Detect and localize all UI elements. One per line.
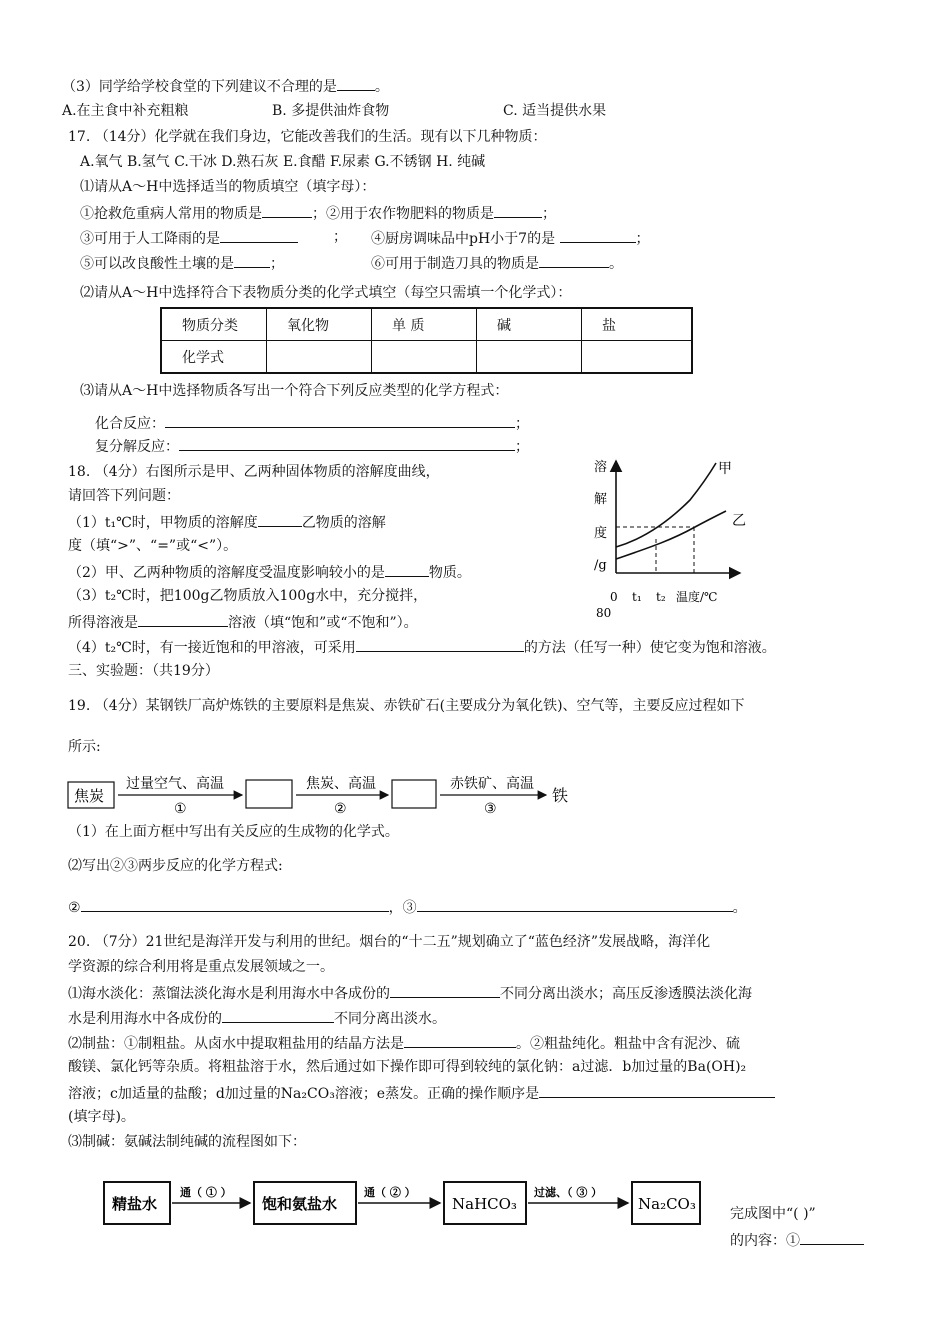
- q20-complete-hint-cont: 的内容：①: [730, 1230, 864, 1250]
- combination-equation-blank[interactable]: [165, 413, 515, 428]
- q16-3-option-b: B. 多提供油炸食物: [272, 103, 390, 119]
- q20-blank-1[interactable]: [390, 983, 500, 998]
- equation-2-blank[interactable]: [81, 897, 389, 912]
- flow-product-box-1[interactable]: [246, 780, 292, 808]
- q20-sub3: ⑶制碱：氨碱法制纯碱的流程图如下：: [68, 1134, 306, 1150]
- q19-sub2: ⑵写出②③两步反应的化学方程式:: [68, 858, 283, 874]
- q17-item-6: ⑥可用于制造刀具的物质是 。: [371, 253, 623, 273]
- flow-arrow-3-label: 过滤、（ ③ ）: [534, 1186, 603, 1199]
- q20-blank-3[interactable]: [404, 1033, 516, 1048]
- q19-sub1: （1）在上面方框中写出有关反应的生成物的化学式。: [68, 824, 399, 840]
- q18-sub4: （4）t₂℃时，有一接近饱和的甲溶液，可采用 的方法（任写一种）使它变为饱和溶液。: [68, 637, 776, 657]
- solubility-curve-chart: [590, 455, 760, 625]
- q19-equations: ② ，③ 。: [68, 897, 747, 917]
- q20-sub1: ⑴海水淡化：蒸馏法淡化海水是利用海水中各成份的 不同分离出淡水；高压反渗透膜法淡化海: [68, 983, 752, 1003]
- q20-blank-5[interactable]: [800, 1230, 864, 1245]
- section-3-heading: 三、实验题：（共19分）: [68, 663, 219, 679]
- flow-box-brine-label: 精盐水: [112, 1195, 158, 1213]
- curve-label-yi: 乙: [732, 513, 746, 529]
- flow-arrow-1-label: 通（ ① ）: [180, 1186, 232, 1199]
- q17-blank-5[interactable]: [234, 253, 270, 268]
- q18-sub3: （3）t₂℃时，把100g乙物质放入100g水中，充分搅拌，: [68, 588, 428, 604]
- table-answer-cell[interactable]: [267, 341, 372, 374]
- curve-yi: [616, 511, 726, 559]
- q16-3-stem: （3）同学给学校食堂的下列建议不合理的是 。: [62, 76, 389, 96]
- soda-flow-diagram: [100, 1178, 710, 1232]
- iron-flow-diagram: [60, 768, 580, 818]
- y-label-char: 度: [594, 526, 608, 541]
- q17-part1: ⑴请从A～H中选择适当的物质填空（填字母）：: [80, 179, 376, 195]
- table-header-cell: 氧化物: [267, 308, 372, 341]
- curve-jia: [616, 463, 716, 547]
- classification-table: [160, 307, 693, 374]
- equation-3-blank[interactable]: [417, 897, 733, 912]
- q17-blank-6[interactable]: [539, 253, 609, 268]
- q18-sub2: （2）甲、乙两种物质的溶解度受温度影响较小的是 物质。: [68, 562, 471, 582]
- q16-3-answer-blank[interactable]: [337, 76, 375, 91]
- flow-box-nahco3-label: NaHCO₃: [452, 1195, 517, 1213]
- table-header-cell: 物质分类: [161, 308, 267, 341]
- table-answer-cell[interactable]: [582, 341, 693, 374]
- q16-3-option-a: A.在主食中补充粗粮: [62, 103, 189, 119]
- q20-complete-hint: 完成图中“( )”: [730, 1206, 816, 1222]
- q18-blank-3[interactable]: [138, 612, 228, 627]
- q17-options: A.氧气 B.氢气 C.干冰 D.熟石灰 E.食醋 F.尿素 G.不锈钢 H. 纯碱: [80, 154, 486, 170]
- q18-blank-1[interactable]: [258, 512, 302, 527]
- q18-sub1: （1）t₁℃时，甲物质的溶解度 乙物质的溶解: [68, 512, 386, 532]
- y-label-char: /g: [594, 558, 607, 573]
- q17-blank-2[interactable]: [494, 203, 542, 218]
- q17-blank-4[interactable]: [560, 228, 636, 243]
- curve-label-jia: 甲: [718, 461, 732, 477]
- q17-item-1: ①抢救危重病人常用的物质是 ；②用于农作物肥料的物质是 ；: [80, 203, 556, 223]
- flow-box-na2co3-label: Na₂CO₃: [638, 1195, 696, 1213]
- x-axis-label: 温度/℃: [676, 590, 718, 604]
- y-label-char: 溶: [594, 460, 608, 475]
- q18-ask: 请回答下列问题：: [68, 488, 180, 504]
- q20-title: 20. （7分）21世纪是海洋开发与利用的世纪。烟台的“十二五”规划确立了“蓝色经济”发展战略，海洋化: [68, 934, 711, 950]
- q20-sub2-cont2: 溶液；c加适量的盐酸；d加过量的Na₂CO₃溶液；e蒸发。正确的操作顺序是: [68, 1083, 775, 1103]
- flow-arrow-2-label: 通（ ② ）: [364, 1186, 416, 1199]
- table-header-cell: 碱: [477, 308, 582, 341]
- q17-blank-3[interactable]: [220, 228, 298, 243]
- table-row-label: 化学式: [161, 341, 267, 374]
- q19-title-cont: 所示:: [68, 739, 101, 755]
- q17-blank-1[interactable]: [262, 203, 312, 218]
- q17-part3: ⑶请从A～H中选择物质各写出一个符合下列反应类型的化学方程式：: [80, 383, 509, 399]
- q17-double-decomposition: 复分解反应： ；: [95, 436, 529, 456]
- origin-label: 0: [610, 590, 618, 604]
- q20-blank-4[interactable]: [539, 1083, 775, 1098]
- q17-item-5: ⑤可以改良酸性土壤的是 ；: [80, 253, 284, 273]
- q18-title: 18. （4分）右图所示是甲、乙两种固体物质的溶解度曲线，: [68, 464, 440, 480]
- double-decomposition-blank[interactable]: [179, 436, 515, 451]
- q17-item-3: ③可用于人工降雨的是: [80, 228, 298, 248]
- q20-sub1-cont: 水是利用海水中各成份的 不同分离出淡水。: [68, 1008, 446, 1028]
- table-answer-cell[interactable]: [372, 341, 477, 374]
- q17-title: 17. （14分）化学就在我们身边，它能改善我们的生活。现有以下几种物质：: [68, 129, 547, 145]
- q16-3-option-c: C. 适当提供水果: [503, 103, 607, 119]
- table-header-cell: 单 质: [372, 308, 477, 341]
- q17-part2: ⑵请从A～H中选择符合下表物质分类的化学式填空（每空只需填一个化学式）：: [80, 285, 572, 301]
- flow-step-1: ①: [174, 801, 187, 817]
- flow-step-3: ③: [484, 801, 497, 817]
- flow-start-label: 焦炭: [74, 787, 105, 805]
- q18-sub1-cont: 度（填“>”、“=”或“<”）。: [68, 538, 238, 554]
- t1-label: t₁: [632, 590, 642, 604]
- q20-sub2: ⑵制盐：①制粗盐。从卤水中提取粗盐用的结晶方法是 。②粗盐纯化。粗盐中含有泥沙、硫: [68, 1033, 740, 1053]
- flow-product-box-2[interactable]: [392, 780, 436, 808]
- flow-arrow-2-label: 焦炭、高温: [306, 776, 376, 792]
- q18-blank-4[interactable]: [356, 637, 524, 652]
- q17-item-4: ④厨房调味品中pH小于7的是 ；: [371, 228, 650, 248]
- flow-step-2: ②: [334, 801, 347, 817]
- flow-arrow-1-label: 过量空气、高温: [126, 776, 224, 792]
- q20-title-cont: 学资源的综合利用将是重点发展领域之一。: [68, 959, 334, 975]
- flow-box-ammonia-brine-label: 饱和氨盐水: [262, 1195, 338, 1213]
- table-answer-cell[interactable]: [477, 341, 582, 374]
- q20-sub2-cont: 酸镁、氯化钙等杂质。将粗盐溶于水，然后通过如下操作即可得到较纯的氯化钠：a过滤．b加过量的Ba(OH)₂: [68, 1059, 747, 1075]
- q17-semi-3: ；: [333, 229, 347, 245]
- extra-label: 80: [596, 606, 612, 620]
- q18-blank-2[interactable]: [385, 562, 429, 577]
- table-header-cell: 盐: [582, 308, 693, 341]
- q18-sub3-cont: 所得溶液是 溶液（填“饱和”或“不饱和”）。: [68, 612, 418, 632]
- q20-sub2-cont3: (填字母)。: [68, 1109, 135, 1125]
- y-label-char: 解: [594, 492, 608, 507]
- flow-end-label: 铁: [552, 786, 569, 805]
- q17-combination-reaction: 化合反应： ；: [95, 413, 529, 433]
- flow-arrow-3-label: 赤铁矿、高温: [450, 776, 534, 792]
- q19-title: 19. （4分）某钢铁厂高炉炼铁的主要原料是焦炭、赤铁矿石(主要成分为氧化铁)、空气等，主要反应过程如下: [68, 698, 745, 714]
- q20-blank-2[interactable]: [222, 1008, 334, 1023]
- t2-label: t₂: [656, 590, 666, 604]
